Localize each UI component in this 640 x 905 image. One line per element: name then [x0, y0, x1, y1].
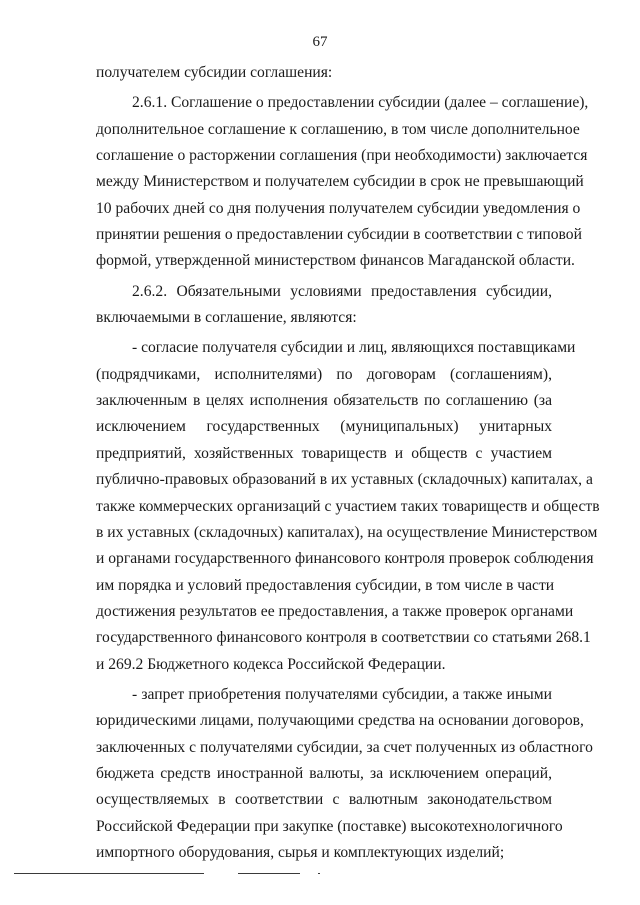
text-line: в их уставных (складочных) капиталах), на осуществление Министерством: [96, 523, 598, 541]
text-line: юридическими лицами, получающими средства на основании договоров,: [96, 712, 584, 730]
scan-artifact-line: [318, 873, 320, 874]
paragraph-currency-ban: [96, 682, 593, 866]
text-line: соглашение о расторжении соглашения (при необходимости) заключается: [96, 147, 588, 165]
text-line: получателем субсидии соглашения:: [96, 64, 333, 81]
page-number: 67: [312, 34, 328, 50]
text-line: и органами государственного финансового контроля проверок соблюдения: [96, 550, 594, 568]
text-line: (подрядчиками, исполнителями) по договорам (соглашениям),: [96, 365, 552, 383]
paragraph-2-6-2: [96, 279, 552, 332]
text-line: государственного финансового контроля в соответствии со статьями 268.1: [96, 629, 591, 647]
scan-artifact-line: [238, 873, 300, 874]
text-line: включаемыми в соглашение, являются:: [96, 309, 357, 327]
text-line: заключенных с получателями субсидии, за счет полученных из областного: [96, 738, 593, 756]
text-line: им порядка и условий предоставления субсидии, в том числе в части: [96, 576, 555, 594]
text-line: - запрет приобретения получателями субсидии, а также иными: [132, 685, 552, 703]
text-line: заключенным в целях исполнения обязательств по соглашению (за: [96, 392, 552, 410]
paragraph-consent-clause: [96, 335, 600, 677]
paragraph-continuation: [96, 60, 552, 86]
text-line: публично-правовых образований в их уставных (складочных) капиталах, а: [96, 471, 593, 489]
text-line: 10 рабочих дней со дня получения получателем субсидии уведомления о: [96, 199, 581, 217]
text-line: Российской Федерации при закупке (поставке) высокотехнологичного: [96, 817, 563, 835]
text-line: также коммерческих организаций с участием таких товариществ и обществ: [96, 497, 600, 515]
text-line: между Министерством и получателем субсидии в срок не превышающий: [96, 173, 584, 191]
text-line: формой, утвержденной министерством финансов Магаданской области.: [96, 252, 575, 270]
text-line: предприятий, хозяйственных товариществ и обществ с участием: [96, 444, 552, 462]
text-line: дополнительное соглашение к соглашению, в том числе дополнительное: [96, 120, 580, 138]
text-line: 2.6.1. Соглашение о предоставлении субсидии (далее – соглашение),: [132, 94, 589, 112]
text-line: - согласие получателя субсидии и лиц, являющихся поставщиками: [132, 339, 576, 357]
paragraph-2-6-1: [96, 90, 589, 274]
text-line: бюджета средств иностранной валюты, за исключением операций,: [96, 764, 552, 782]
text-line: достижения результатов ее предоставления, а также проверок органами: [96, 602, 574, 620]
text-line: 2.6.2. Обязательными условиями предоставления субсидии,: [132, 282, 552, 300]
text-line: принятии решения о предоставлении субсидии в соответствии с типовой: [96, 226, 582, 244]
text-line: исключением государственных (муниципальных) унитарных: [96, 418, 552, 436]
text-line: и 269.2 Бюджетного кодекса Российской Федерации.: [96, 655, 446, 673]
text-line: осуществляемых в соответствии с валютным законодательством: [96, 791, 552, 809]
scan-artifact-line: [14, 873, 204, 874]
text-line: импортного оборудования, сырья и комплектующих изделий;: [96, 843, 505, 861]
document-body: [96, 60, 600, 866]
